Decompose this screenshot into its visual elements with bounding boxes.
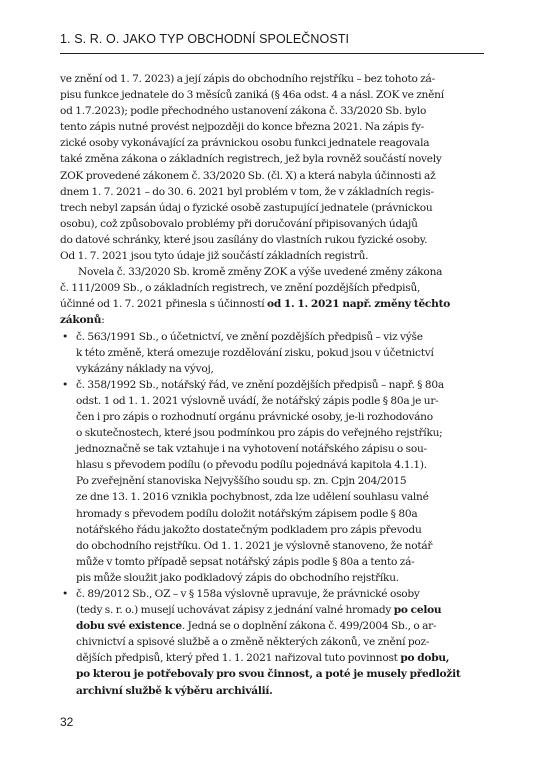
paragraph-2	[60, 264, 484, 328]
bold-text-run: po dobu,	[400, 652, 450, 665]
text-line: čen i pro zápis o rozhodnutí orgánu právnické osoby, je-li rozhodováno	[76, 410, 433, 423]
text-line	[60, 666, 484, 682]
text-line: o skutečnostech, které jsou podmínkou pro zápis do veřejného rejstříku;	[76, 427, 443, 440]
bold-text-run: archivní službě k výběru archiválií.	[76, 684, 273, 697]
text-line: dnem 1. 7. 2021 – do 30. 6. 2021 byl problém v tom, že v základních regis-	[60, 185, 434, 198]
text-line: odst. 1 od 1. 1. 2021 výslovně uvádí, že notářský zápis podle § 80a je ur-	[76, 394, 439, 407]
text-line	[60, 296, 484, 312]
text-line: hromady s převodem podílu doložit notářským zápisem podle § 80a	[76, 507, 418, 520]
paragraph-1	[60, 71, 484, 264]
text-line: do obchodního rejstříku. Od 1. 1. 2021 je výslovně stanoveno, že notář	[76, 539, 433, 552]
running-header: 1. S. R. O. JAKO TYP OBCHODNÍ SPOLEČNOSTI	[60, 32, 350, 46]
text-line: tento zápis nutné provést nejpozději do konce března 2021. Na zápis fy-	[60, 121, 425, 134]
text-line: Po zveřejnění stanoviska Nejvyššího soudu sp. zn. Cpjn 204/2015	[76, 475, 407, 488]
text-run: (tedy s. r. o.) musejí uchovávat zápisy z jednání valné hromady	[76, 604, 394, 617]
text-line: ve znění od 1. 7. 2023) a její zápis do obchodního rejstříku – bez tohoto zá-	[60, 73, 435, 85]
text-line: zické osoby vykonávající za právnickou osobu funkci jednatele reagovala	[60, 137, 430, 150]
text-line: notářského řádu jakožto dostatečným podkladem pro zápis převodu	[76, 523, 422, 536]
text-line: • č. 89/2012 Sb., OZ – v § 158a výslovně upravuje, že právnické osoby	[60, 586, 484, 602]
text-line: • č. 563/1991 Sb., o účetnictví, ve znění pozdějších předpisů – viz výše	[60, 329, 484, 345]
bullet-item-accounting-act	[60, 329, 484, 377]
text-line: do datové schránky, které jsou zasílány do vlastních rukou fyzické osoby.	[60, 233, 428, 246]
bullet-item-notary-act	[60, 377, 484, 586]
text-line: pis může sloužit jako podkladový zápis do obchodního rejstříku.	[76, 571, 399, 584]
bold-text-run: zákonů	[60, 314, 102, 327]
text-line: jednoznačně se tak vztahuje i na vyhotovení notářského zápisu o sou-	[76, 443, 427, 456]
text-run: :	[101, 314, 105, 327]
text-line: ZOK provedené zákonem č. 33/2020 Sb. (čl. X) a která nabyla účinnosti až	[60, 169, 436, 182]
text-line: může v tomto případě sepsat notářský zápis podle § 80a a tento zá-	[76, 555, 415, 568]
text-line	[60, 650, 484, 666]
text-run: účinné od 1. 7. 2021 přinesla s účinností	[60, 298, 267, 311]
text-line: č. 111/2009 Sb., o základních registrech, ve znění pozdějších předpisů,	[60, 282, 421, 295]
text-run: . Jedná se o doplnění zákona č. 499/2004 Sb., o ar-	[181, 620, 437, 633]
text-line	[60, 602, 484, 618]
text-line: • č. 358/1992 Sb., notářský řád, ve znění pozdějších předpisů – např. § 80a	[60, 377, 484, 393]
page-number: 32	[60, 715, 74, 729]
header-rule	[60, 53, 484, 54]
text-line: od 1.7.2023); podle přechodného ustanovení zákona č. 33/2020 Sb. bylo	[60, 105, 427, 118]
text-line	[60, 618, 484, 634]
bold-text-run: dobu své existence	[76, 620, 182, 633]
bullet-item-civil-code	[60, 586, 484, 699]
page-body	[60, 71, 484, 699]
text-line: pisu funkce jednatele do 3 měsíců zaniká (§ 46a odst. 4 a násl. ZOK ve znění	[60, 89, 444, 102]
text-line	[60, 312, 484, 328]
text-line: také změna zákona o základních registrech, jež byla rovněž součástí novely	[60, 153, 442, 166]
text-line: vykázány náklady na vývoj,	[76, 362, 214, 375]
text-line: osobu), což způsobovalo problémy při doručování připisovaných údajů	[60, 217, 418, 230]
bold-text-run: od 1. 1. 2021 např. změny těchto	[267, 298, 451, 311]
bold-text-run: po celou	[393, 604, 442, 617]
text-line: trech nebyl zapsán údaj o fyzické osobě zastupující jednatele (právnickou	[60, 201, 433, 214]
text-line: hlasu s převodem podílu (o převodu podílu pojednává kapitola 4.1.1).	[76, 459, 427, 472]
text-line: chivnictví a spisové službě a o změně některých zákonů, ve znění poz-	[76, 636, 430, 649]
text-line: Novela č. 33/2020 Sb. kromě změny ZOK a výše uvedené změny zákona	[78, 266, 443, 279]
bold-text-run: po kterou je potřebovaly pro svou činnost, a poté je musely předložit	[76, 668, 461, 681]
text-line	[60, 683, 484, 699]
text-run: dějších předpisů, který před 1. 1. 2021 nařizoval tuto povinnost	[76, 652, 401, 665]
text-line: k této změně, která omezuje rozdělování zisku, pokud jsou v účetnictví	[76, 346, 434, 359]
text-line: Od 1. 7. 2021 jsou tyto údaje již součástí základních registrů.	[60, 250, 369, 263]
text-line: ze dne 13. 1. 2016 vznikla pochybnost, zda lze udělení souhlasu valné	[76, 491, 429, 504]
